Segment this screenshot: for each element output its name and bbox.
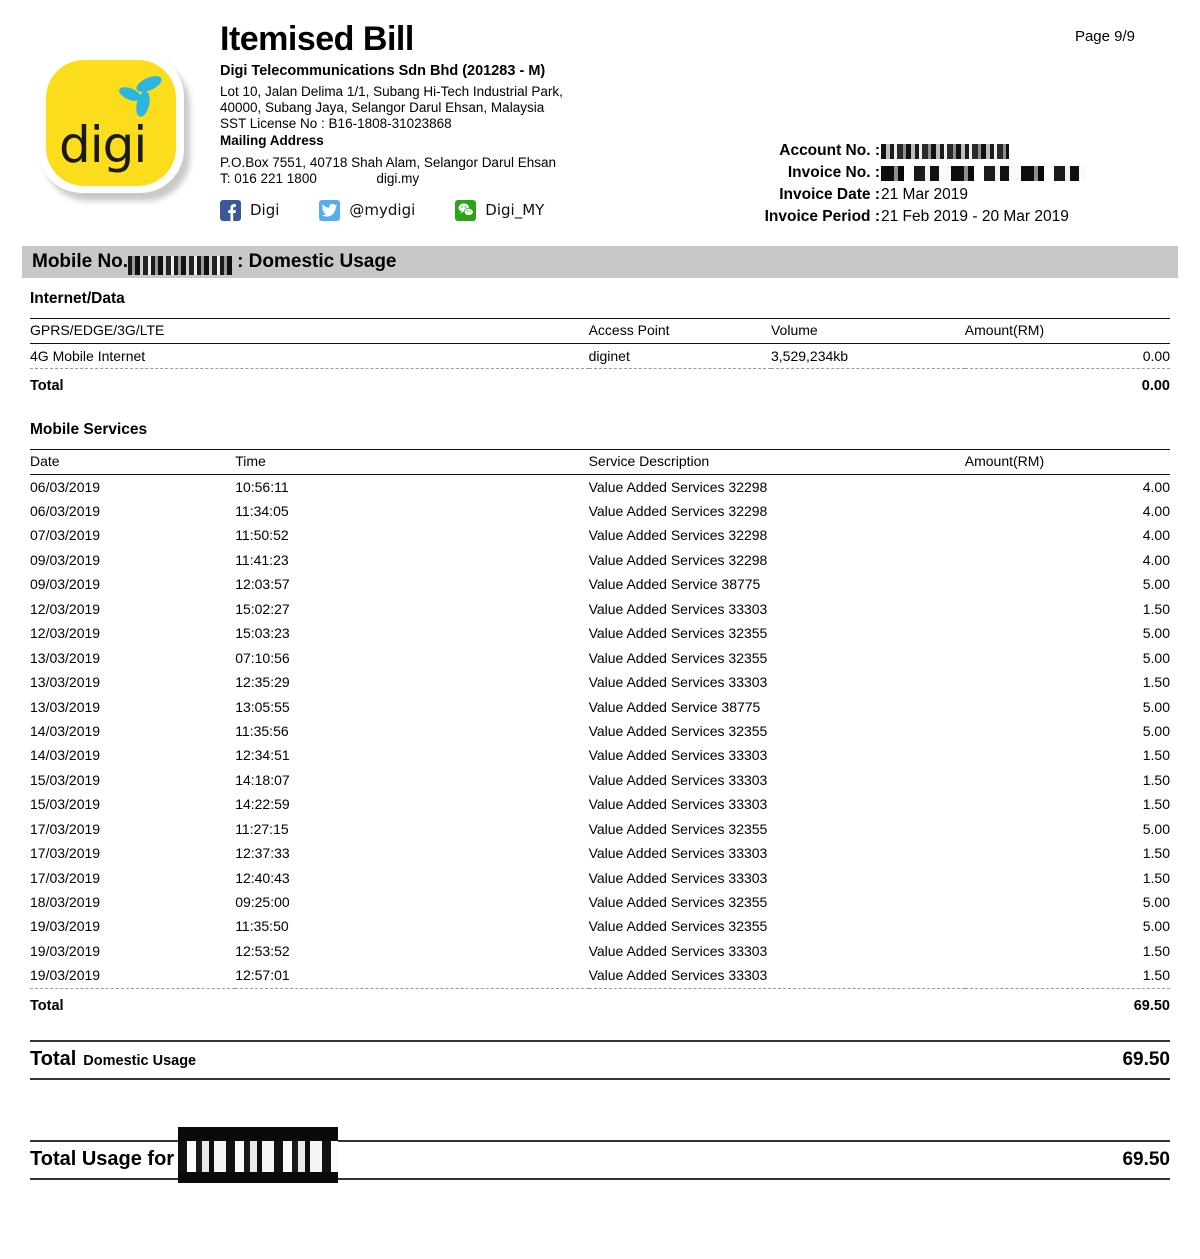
- cell-amount: 1.50: [1142, 942, 1170, 959]
- cell-date: 17/03/2019: [30, 869, 101, 886]
- social-link-wechat[interactable]: [455, 200, 544, 221]
- cell-description: Value Added Services 33303: [588, 674, 768, 691]
- redacted-total-usage-mobile-no: [178, 1127, 338, 1183]
- internet-data-table: [30, 318, 1170, 400]
- table-row: [30, 646, 1170, 670]
- cell-time: 12:53:52: [235, 942, 290, 959]
- cell-amount: 5.00: [1142, 820, 1170, 837]
- table-row: [30, 792, 1170, 816]
- cell-amount: 4.00: [1142, 503, 1170, 520]
- cell-time: 12:37:33: [235, 845, 290, 862]
- table-row: [30, 548, 1170, 572]
- cell-amount: 1.50: [1142, 869, 1170, 886]
- cell-amount: 1.50: [1142, 845, 1170, 862]
- cell-time: 15:02:27: [235, 600, 290, 617]
- cell-amount: 4.00: [1142, 527, 1170, 544]
- cell-date: 14/03/2019: [30, 747, 101, 764]
- cell-amount: 1.50: [1142, 771, 1170, 788]
- table-row: [30, 499, 1170, 523]
- invoice-period-label: Invoice Period :: [764, 208, 880, 225]
- cell-time: 15:03:23: [235, 625, 290, 642]
- website-url[interactable]: digi.my: [376, 171, 420, 186]
- cell-date: 09/03/2019: [30, 576, 101, 593]
- table-row: [30, 768, 1170, 792]
- cell-description: Value Added Services 32298: [588, 478, 768, 495]
- cell-amount: 5.00: [1142, 576, 1170, 593]
- cell-date: 06/03/2019: [30, 503, 101, 520]
- cell-amount: 1.50: [1142, 967, 1170, 984]
- invoice-no-row: [700, 162, 1160, 184]
- cell-description: Value Added Services 33303: [588, 600, 768, 617]
- cell-time: 09:25:00: [235, 894, 290, 911]
- col-header-gprs: GPRS/EDGE/3G/LTE: [30, 322, 165, 338]
- invoice-period-row: [700, 206, 1160, 228]
- cell-time: 13:05:55: [235, 698, 290, 715]
- cell-date: 06/03/2019: [30, 478, 101, 495]
- cell-time: 11:34:05: [235, 503, 289, 520]
- cell-description: Value Added Services 33303: [588, 747, 768, 764]
- table-row: [30, 841, 1170, 865]
- total-domestic-label-rest: Domestic Usage: [83, 1053, 197, 1069]
- mailing-address-label: Mailing Address: [220, 132, 324, 148]
- table-row: [30, 344, 1170, 369]
- total-usage-row: [30, 1142, 1170, 1178]
- cell-amount: 5.00: [1142, 649, 1170, 666]
- mobile-services-title: Mobile Services: [30, 420, 148, 438]
- contact-line: [220, 171, 740, 187]
- cell-date: 19/03/2019: [30, 918, 101, 935]
- cell-date: 19/03/2019: [30, 942, 101, 959]
- cell-time: 11:41:23: [235, 551, 289, 568]
- cell-description: Value Added Services 33303: [588, 796, 768, 813]
- cell-description: Value Added Services 32298: [588, 527, 768, 544]
- col-header-amount: Amount(RM): [964, 452, 1045, 469]
- cell-time: 12:34:51: [235, 747, 290, 764]
- document-header: [0, 0, 1200, 225]
- mobile-services-rows: [30, 474, 1170, 1019]
- total-usage-amount: 69.50: [1122, 1149, 1170, 1170]
- social-label-twitter: @mydigi: [349, 201, 416, 220]
- cell-description: 4G Mobile Internet: [30, 348, 146, 364]
- cell-amount: 1.50: [1142, 674, 1170, 691]
- cell-amount: 0.00: [1142, 348, 1170, 364]
- cell-description: Value Added Services 32355: [588, 894, 768, 911]
- col-header-amount: Amount(RM): [964, 322, 1045, 338]
- cell-amount: 5.00: [1142, 625, 1170, 642]
- cell-time: 11:35:56: [235, 722, 289, 739]
- mobile-services-total-row: [30, 988, 1170, 1019]
- cell-date: 19/03/2019: [30, 967, 101, 984]
- social-link-facebook[interactable]: [220, 200, 279, 221]
- table-row: [30, 597, 1170, 621]
- cell-date: 15/03/2019: [30, 771, 101, 788]
- mobile-services-total-amount: 69.50: [1133, 997, 1170, 1014]
- sst-license: SST License No : B16-1808-31023868: [220, 115, 452, 131]
- cell-time: 11:27:15: [235, 820, 289, 837]
- cell-date: 15/03/2019: [30, 796, 101, 813]
- table-row: [30, 474, 1170, 499]
- total-domestic-usage-row: [30, 1042, 1170, 1078]
- redacted-account-no: [881, 144, 1009, 159]
- table-row: [30, 939, 1170, 963]
- mailing-address-line: P.O.Box 7551, 40718 Shah Alam, Selangor Darul Ehsan: [220, 155, 556, 171]
- total-domestic-label-bold: Total: [30, 1048, 77, 1070]
- cell-time: 10:56:11: [235, 478, 289, 495]
- social-label-wechat: Digi_MY: [485, 201, 545, 220]
- cell-description: Value Added Services 33303: [588, 967, 768, 984]
- logo-wordmark: digi: [59, 116, 147, 174]
- cell-time: 14:22:59: [235, 796, 290, 813]
- table-row: [30, 572, 1170, 596]
- internet-data-rows: [30, 344, 1170, 400]
- cell-time: 11:50:52: [235, 527, 289, 544]
- cell-amount: 4.00: [1142, 478, 1170, 495]
- table-row: [30, 743, 1170, 767]
- cell-date: 17/03/2019: [30, 845, 101, 862]
- cell-description: Value Added Services 32298: [588, 551, 768, 568]
- twitter-icon: [319, 200, 340, 221]
- internet-data-total-row: [30, 369, 1170, 400]
- cell-time: 12:40:43: [235, 869, 290, 886]
- cell-amount: 5.00: [1142, 722, 1170, 739]
- facebook-icon: [220, 200, 241, 221]
- col-header-date: Date: [30, 452, 60, 469]
- cell-amount: 5.00: [1142, 918, 1170, 935]
- total-usage-labels: [30, 1148, 178, 1171]
- cell-description: Value Added Services 32355: [588, 625, 768, 642]
- divider: [30, 1078, 1170, 1080]
- internet-data-title: Internet/Data: [30, 290, 125, 307]
- cell-access-point: diginet: [588, 348, 630, 364]
- cell-date: 17/03/2019: [30, 820, 101, 837]
- cell-amount: 1.50: [1142, 600, 1170, 617]
- cell-description: Value Added Service 38775: [588, 698, 761, 715]
- account-no-label: Account No. :: [779, 142, 880, 159]
- social-link-twitter[interactable]: [319, 200, 415, 221]
- cell-description: Value Added Services 33303: [588, 771, 768, 788]
- table-row: [30, 963, 1170, 988]
- table-row: [30, 719, 1170, 743]
- banner-prefix: Mobile No.: [32, 251, 129, 272]
- table-row: [30, 914, 1170, 938]
- invoice-period-value: 21 Feb 2019 - 20 Mar 2019: [881, 208, 1069, 225]
- col-header-time: Time: [235, 452, 266, 469]
- redacted-mobile-no: [128, 256, 232, 275]
- total-usage-label: Total Usage for: [30, 1148, 175, 1170]
- cell-amount: 5.00: [1142, 698, 1170, 715]
- cell-volume: 3,529,234kb: [770, 348, 849, 364]
- invoice-no-value: [880, 162, 1086, 184]
- digi-logo: [38, 53, 190, 201]
- cell-description: Value Added Services 33303: [588, 942, 768, 959]
- table-row: [30, 670, 1170, 694]
- cell-description: Value Added Services 32355: [588, 918, 768, 935]
- header-text-block: [220, 20, 740, 221]
- phone-number: T: 016 221 1800: [220, 171, 317, 186]
- table-row: [30, 695, 1170, 719]
- invoice-no-label: Invoice No. :: [787, 164, 880, 181]
- cell-amount: 5.00: [1142, 894, 1170, 911]
- internet-data-total-amount: 0.00: [1141, 378, 1170, 395]
- total-domestic-usage-block: [30, 1040, 1170, 1080]
- cell-time: 11:35:50: [235, 918, 289, 935]
- internet-data-header-row: [30, 319, 1170, 344]
- company-address-line-1: Lot 10, Jalan Delima 1/1, Subang Hi-Tech Industrial Park,: [220, 84, 563, 100]
- section-banner-domestic-usage: [22, 246, 1178, 278]
- col-header-volume: Volume: [770, 322, 818, 338]
- cell-description: Value Added Services 33303: [588, 845, 768, 862]
- cell-date: 12/03/2019: [30, 600, 101, 617]
- cell-date: 12/03/2019: [30, 625, 101, 642]
- social-label-facebook: Digi: [250, 201, 280, 220]
- cell-amount: 4.00: [1142, 551, 1170, 568]
- table-row: [30, 866, 1170, 890]
- cell-description: Value Added Services 32355: [588, 722, 768, 739]
- total-domestic-amount: 69.50: [1122, 1049, 1170, 1070]
- cell-date: 18/03/2019: [30, 894, 101, 911]
- telenor-propeller-icon: [116, 74, 164, 120]
- cell-description: Value Added Services 33303: [588, 869, 768, 886]
- col-header-service-description: Service Description: [588, 452, 710, 469]
- redacted-invoice-no: [881, 166, 1086, 181]
- page-number: Page 9/9: [1074, 28, 1135, 45]
- total-usage-block: [30, 1140, 1170, 1180]
- page-title: Itemised Bill: [220, 20, 414, 58]
- wechat-icon: [455, 200, 476, 221]
- banner-suffix: : Domestic Usage: [237, 251, 397, 272]
- account-details: [700, 140, 1160, 228]
- table-row: [30, 817, 1170, 841]
- account-no-value: [880, 140, 1009, 162]
- cell-date: 13/03/2019: [30, 649, 101, 666]
- cell-time: 12:03:57: [235, 576, 290, 593]
- invoice-date-row: [700, 184, 1160, 206]
- banner-text: [22, 251, 397, 273]
- mobile-services-table: [30, 449, 1170, 1019]
- account-no-row: [700, 140, 1160, 162]
- cell-date: 13/03/2019: [30, 698, 101, 715]
- cell-description: Value Added Services 32355: [588, 820, 768, 837]
- internet-data-total-label: Total: [30, 378, 64, 395]
- cell-date: 13/03/2019: [30, 674, 101, 691]
- social-links: [220, 200, 740, 221]
- table-row: [30, 523, 1170, 547]
- cell-description: Value Added Services 32355: [588, 649, 768, 666]
- mobile-services-header-row: [30, 449, 1170, 474]
- cell-amount: 1.50: [1142, 796, 1170, 813]
- cell-time: 12:35:29: [235, 674, 290, 691]
- cell-time: 07:10:56: [235, 649, 290, 666]
- logo-outer-border: [38, 53, 184, 193]
- mobile-services-total-label: Total: [30, 997, 64, 1014]
- cell-date: 07/03/2019: [30, 527, 101, 544]
- company-address-line-2: 40000, Subang Jaya, Selangor Darul Ehsan, Malaysia: [220, 100, 545, 116]
- invoice-date-value: 21 Mar 2019: [881, 186, 969, 203]
- cell-date: 09/03/2019: [30, 551, 101, 568]
- table-row: [30, 890, 1170, 914]
- cell-amount: 1.50: [1142, 747, 1170, 764]
- invoice-date-label: Invoice Date :: [779, 186, 880, 203]
- company-name: Digi Telecommunications Sdn Bhd (201283 - M): [220, 63, 546, 80]
- usage-detail-body: [30, 290, 1170, 1019]
- total-domestic-usage-labels: [30, 1048, 196, 1071]
- col-header-access-point: Access Point: [588, 322, 670, 338]
- cell-description: Value Added Service 38775: [588, 576, 761, 593]
- cell-time: 12:57:01: [235, 967, 290, 984]
- logo-inner-tile: [46, 60, 176, 186]
- cell-description: Value Added Services 32298: [588, 503, 768, 520]
- cell-time: 14:18:07: [235, 771, 290, 788]
- table-row: [30, 621, 1170, 645]
- cell-date: 14/03/2019: [30, 722, 101, 739]
